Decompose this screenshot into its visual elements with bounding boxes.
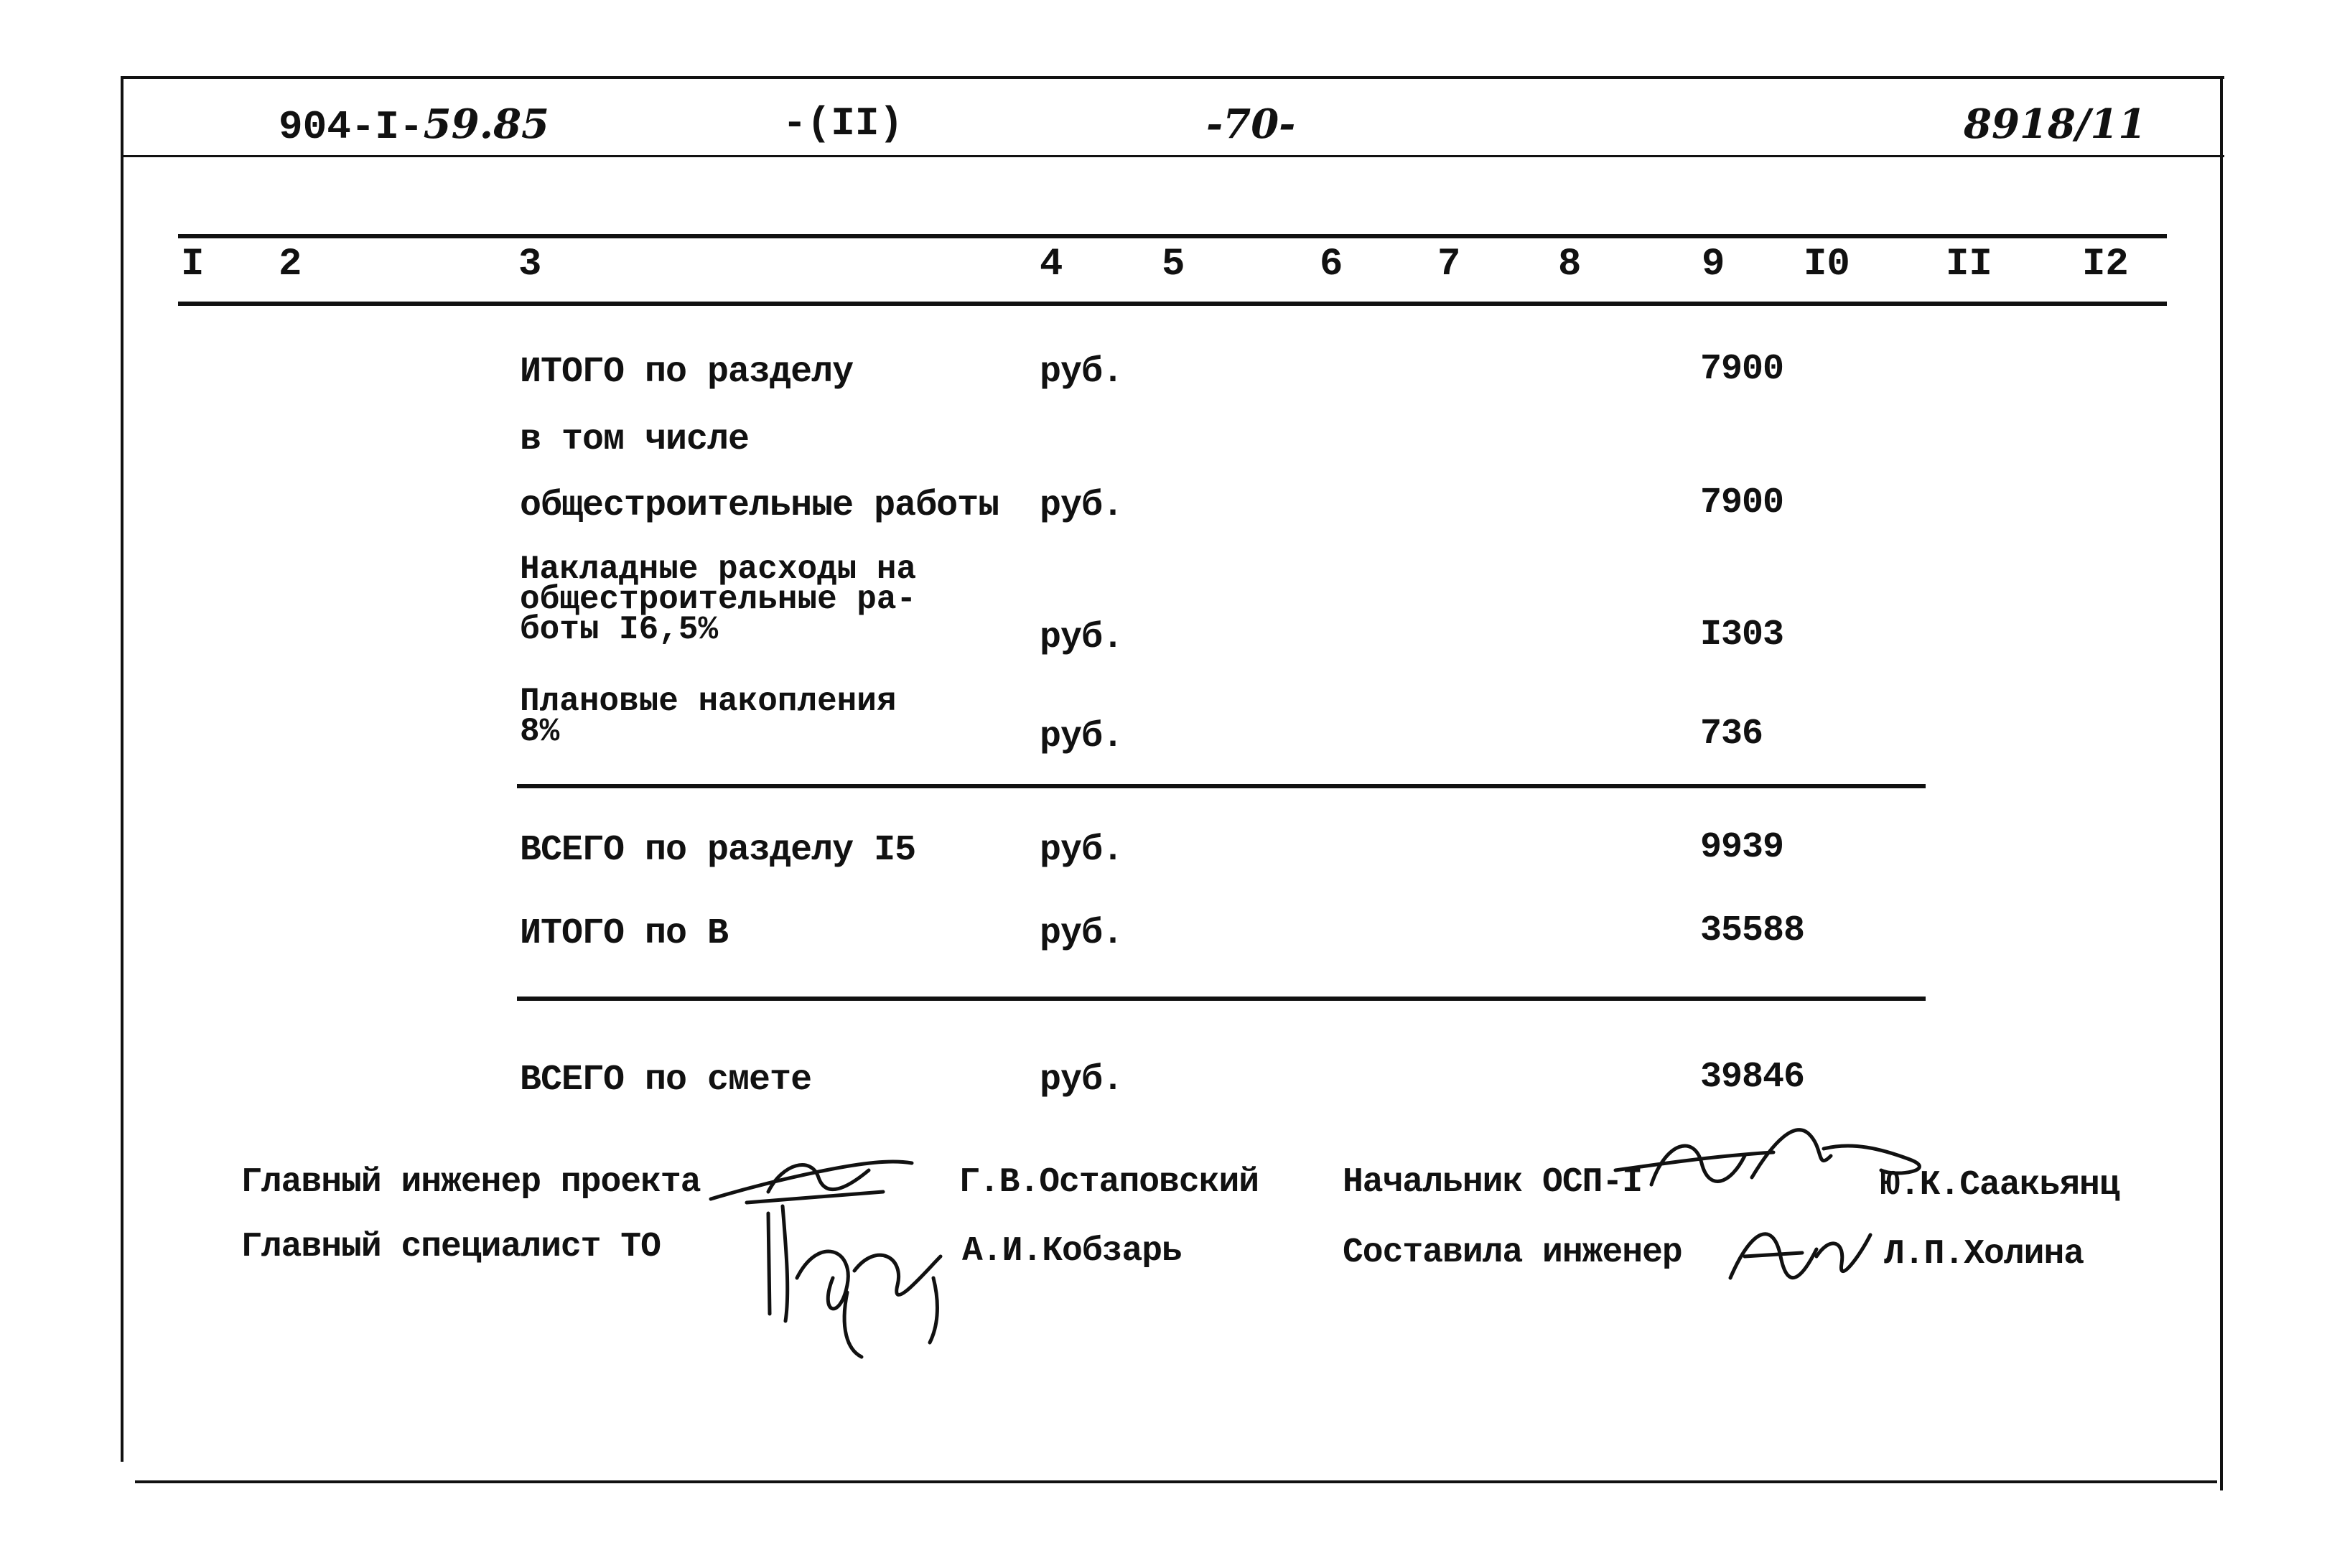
table-header-rule <box>178 302 2167 306</box>
table-top-rule <box>178 234 2167 238</box>
row-unit-total-section-15: руб. <box>1040 830 1124 871</box>
row-unit-section-total: руб. <box>1040 352 1124 393</box>
signature-name-chief-engineer: Г.В.Остаповский <box>959 1163 1259 1202</box>
row-label-including: в том числе <box>520 419 750 460</box>
column-number-5: 5 <box>1162 243 1185 286</box>
signature-title-head-osp: Начальник ОСП-I <box>1343 1163 1643 1202</box>
row-label-estimate-total: ВСЕГО по смете <box>520 1060 812 1101</box>
row-value-overhead: I303 <box>1700 615 1784 655</box>
signature-name-chief-specialist: А.И.Кобзарь <box>962 1232 1182 1271</box>
document-number-prefix: 904-I- <box>279 104 424 150</box>
column-number-4: 4 <box>1040 243 1063 286</box>
column-number-3: 3 <box>518 243 542 286</box>
column-number-1: I <box>181 243 205 286</box>
row-unit-total-b: руб. <box>1040 913 1124 954</box>
signature-title-compiled-by: Составила инженер <box>1343 1233 1682 1272</box>
row-label-general-works: общестроительные работы <box>520 485 999 526</box>
signature-name-compiled-by: Л.П.Холина <box>1884 1235 2084 1274</box>
signature-scribble-compiled-by <box>1723 1213 1881 1292</box>
column-number-8: 8 <box>1558 243 1582 286</box>
document-number-suffix: 59.85 <box>423 101 549 148</box>
section-number: -(II) <box>783 101 904 146</box>
row-value-total-b: 35588 <box>1700 910 1805 951</box>
document-number <box>279 101 549 150</box>
row-label-planned-savings-line-1: Плановые накопления <box>520 683 897 720</box>
subtotal-rule-2 <box>517 997 1926 1001</box>
signature-title-chief-specialist: Главный специалист ТО <box>241 1228 661 1266</box>
frame-top-line <box>122 76 2224 79</box>
row-label-section-total: ИТОГО по разделу <box>520 352 854 393</box>
document-code: 8918/11 <box>1964 101 2147 148</box>
column-number-9: 9 <box>1702 243 1725 286</box>
column-number-6: 6 <box>1320 243 1343 286</box>
row-label-overhead-line-2: общестроительные ра- <box>520 581 917 618</box>
row-unit-planned-savings: руб. <box>1040 717 1124 757</box>
signature-name-head-osp: Ю.К.Саакьянц <box>1880 1166 2119 1205</box>
frame-header-underline <box>122 155 2224 157</box>
row-label-total-b: ИТОГО по В <box>520 913 729 954</box>
signature-scribble-head-osp <box>1608 1120 1924 1206</box>
signature-title-chief-engineer: Главный инженер проекта <box>241 1163 701 1202</box>
row-label-overhead <box>520 551 917 648</box>
column-number-10: I0 <box>1804 243 1850 286</box>
frame-right-line <box>2220 76 2223 1490</box>
column-number-2: 2 <box>279 243 302 286</box>
subtotal-rule-1 <box>517 784 1926 788</box>
row-label-total-section-15: ВСЕГО по разделу I5 <box>520 830 916 871</box>
column-number-7: 7 <box>1437 243 1461 286</box>
row-value-estimate-total: 39846 <box>1700 1057 1805 1098</box>
row-label-overhead-line-1: Накладные расходы на <box>520 551 917 588</box>
column-number-12: I2 <box>2082 243 2129 286</box>
row-value-section-total: 7900 <box>1700 349 1784 390</box>
row-label-planned-savings-line-2: 8% <box>520 713 560 750</box>
row-value-total-section-15: 9939 <box>1700 827 1784 868</box>
frame-bottom-line <box>135 1480 2217 1483</box>
row-unit-overhead: руб. <box>1040 617 1124 658</box>
row-value-planned-savings: 736 <box>1700 714 1763 755</box>
signature-scribble-chief-specialist <box>754 1192 962 1364</box>
row-label-planned-savings <box>520 683 897 750</box>
row-unit-general-works: руб. <box>1040 485 1124 526</box>
page-number: -70- <box>1206 101 1296 148</box>
row-unit-estimate-total: руб. <box>1040 1060 1124 1101</box>
frame-left-line <box>121 76 123 1462</box>
row-label-overhead-line-3: боты I6,5% <box>520 611 719 648</box>
column-number-11: II <box>1946 243 1992 286</box>
row-value-general-works: 7900 <box>1700 482 1784 523</box>
